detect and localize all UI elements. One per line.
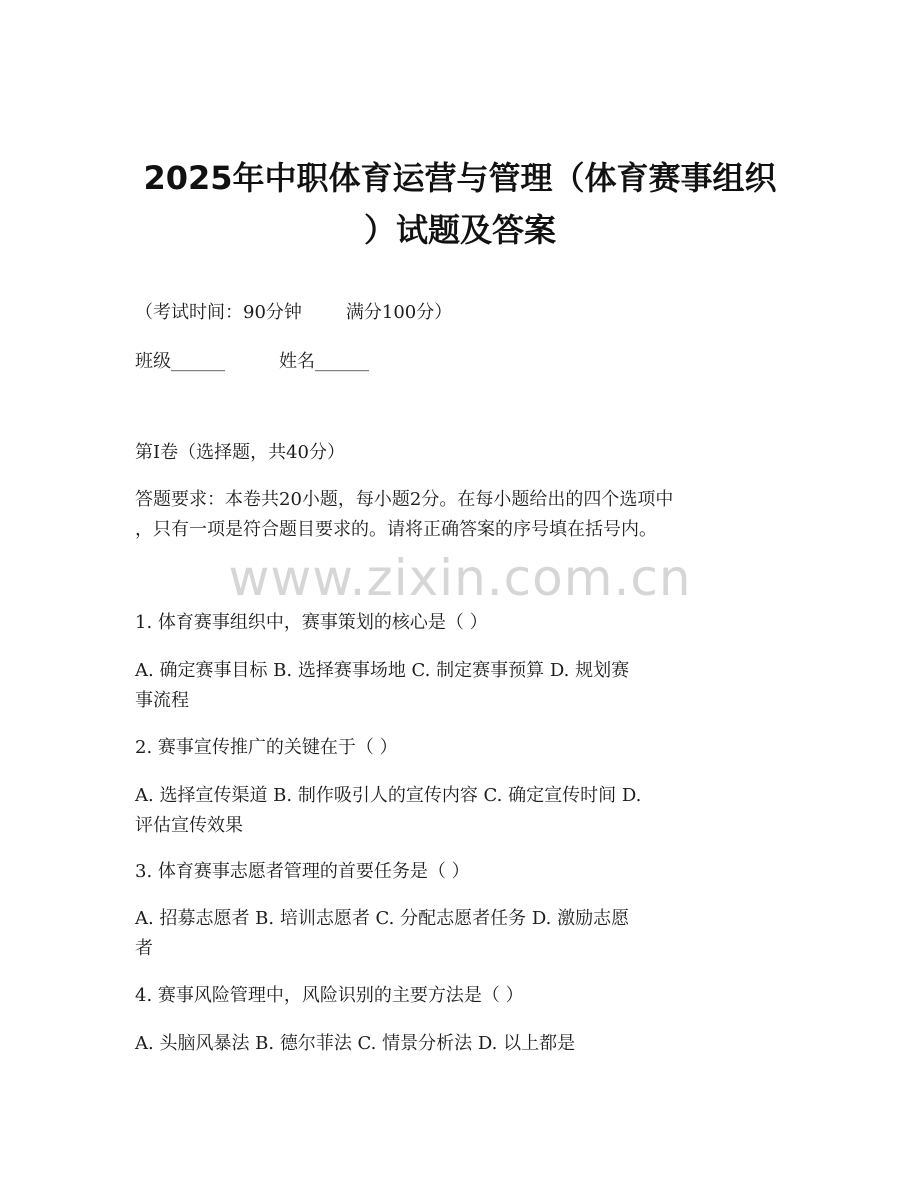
question-2-options-cont: 评估宣传效果 xyxy=(135,815,243,836)
question-1-options: A. 确定赛事目标 B. 选择赛事场地 C. 制定赛事预算 D. 规划赛 xyxy=(135,660,630,681)
section-heading: 第I卷（选择题，共40分） xyxy=(135,442,346,463)
question-3-options-cont: 者 xyxy=(135,938,153,959)
question-3-stem: 3. 体育赛事志愿者管理的首要任务是（ ） xyxy=(135,861,470,882)
exam-info xyxy=(135,301,452,325)
question-4-stem: 4. 赛事风险管理中，风险识别的主要方法是（ ） xyxy=(135,985,524,1006)
exam-time: （考试时间：90分钟 xyxy=(135,302,302,323)
question-2-stem: 2. 赛事宣传推广的关键在于（ ） xyxy=(135,737,398,758)
question-4-options: A. 头脑风暴法 B. 德尔菲法 C. 情景分析法 D. 以上都是 xyxy=(135,1033,576,1054)
question-1-stem: 1. 体育赛事组织中，赛事策划的核心是（ ） xyxy=(135,612,488,633)
document-title-line-1: 2025年中职体育运营与管理（体育赛事组织 xyxy=(143,159,777,197)
instruction-line-1: 答题要求：本卷共20小题，每小题2分。在每小题给出的四个选项中 xyxy=(135,489,674,510)
question-2-options: A. 选择宣传渠道 B. 制作吸引人的宣传内容 C. 确定宣传时间 D. xyxy=(135,785,642,806)
instruction-line-2: ，只有一项是符合题目要求的。请将正确答案的序号填在括号内。 xyxy=(135,519,657,540)
name-field: 姓名______ xyxy=(279,351,369,372)
class-field: 班级______ xyxy=(135,351,225,372)
document-title-line-2: ）试题及答案 xyxy=(363,211,556,249)
watermark: www.zixin.com.cn xyxy=(228,549,692,607)
question-1-options-cont: 事流程 xyxy=(135,690,189,711)
question-3-options: A. 招募志愿者 B. 培训志愿者 C. 分配志愿者任务 D. 激励志愿 xyxy=(135,908,630,929)
student-fields xyxy=(135,350,369,374)
exam-full-score: 满分100分） xyxy=(345,302,453,323)
